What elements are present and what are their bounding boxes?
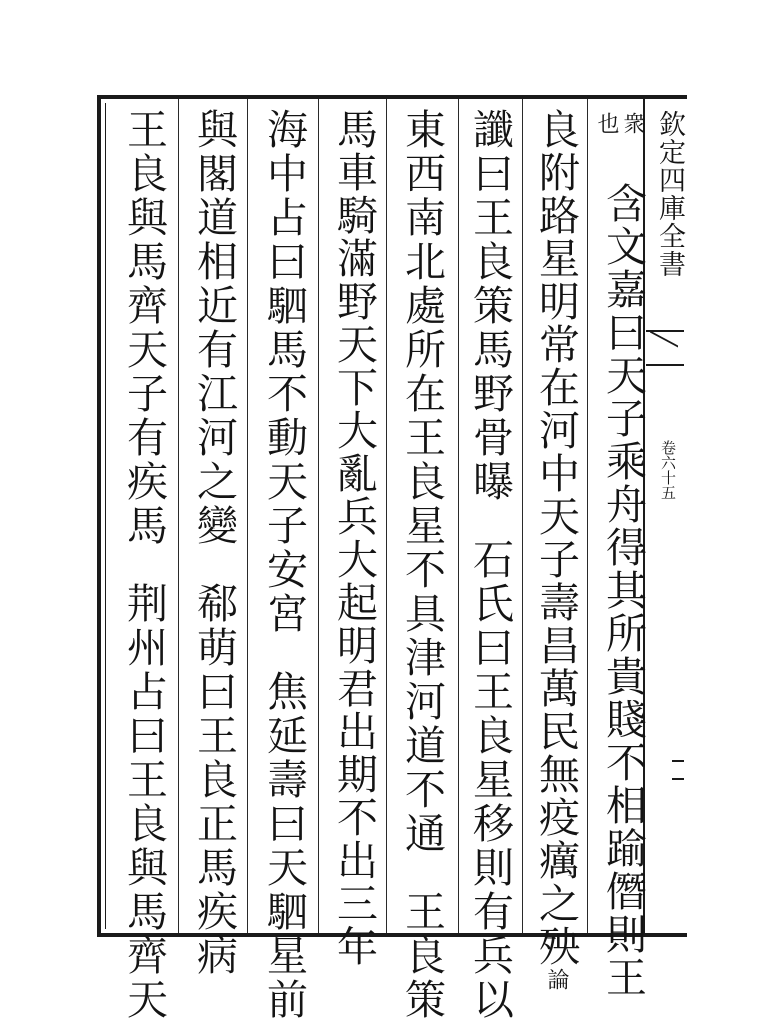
text-column-8: 王良與馬齊天子有疾馬荆州占曰王良與馬齊天	[120, 108, 168, 1022]
page-number-mark	[672, 760, 684, 780]
column-rule	[318, 99, 319, 933]
text-column-1: 含文嘉曰天子乘舟得其所貴賤不相踰僭則王	[599, 182, 647, 999]
text-column-3: 讖曰王良策馬野骨曝石氏曰王良星移則有兵以	[466, 108, 514, 1022]
column-rule	[178, 99, 179, 933]
text-column-6: 海中占曰駟馬不動天子安宮焦延壽曰天駟星前	[260, 108, 308, 1022]
column-rule	[522, 99, 523, 933]
text-column-2: 良附路星明常在河中天子壽昌萬民無疫癘之殃論	[532, 108, 580, 992]
column-rule	[247, 99, 248, 933]
text-column-7: 與閣道相近有江河之變郗萌曰王良正馬疾病	[190, 108, 238, 978]
note-text: 也	[594, 112, 619, 136]
column-rule	[587, 99, 588, 933]
column-rule	[458, 99, 459, 933]
note-text: 衆	[620, 112, 645, 136]
text-column-5: 馬車騎滿野天下大亂兵大起明君出期不出三年	[330, 108, 378, 968]
book-title: 欽定四庫全書	[654, 110, 685, 278]
volume-label: 卷六十五	[659, 440, 677, 500]
column-rule	[386, 99, 387, 933]
text-column-4: 東西南北處所在王良星不具津河道不通王良策	[398, 108, 446, 1022]
fish-tail-mark	[646, 330, 684, 366]
note-text: 論	[544, 968, 569, 992]
